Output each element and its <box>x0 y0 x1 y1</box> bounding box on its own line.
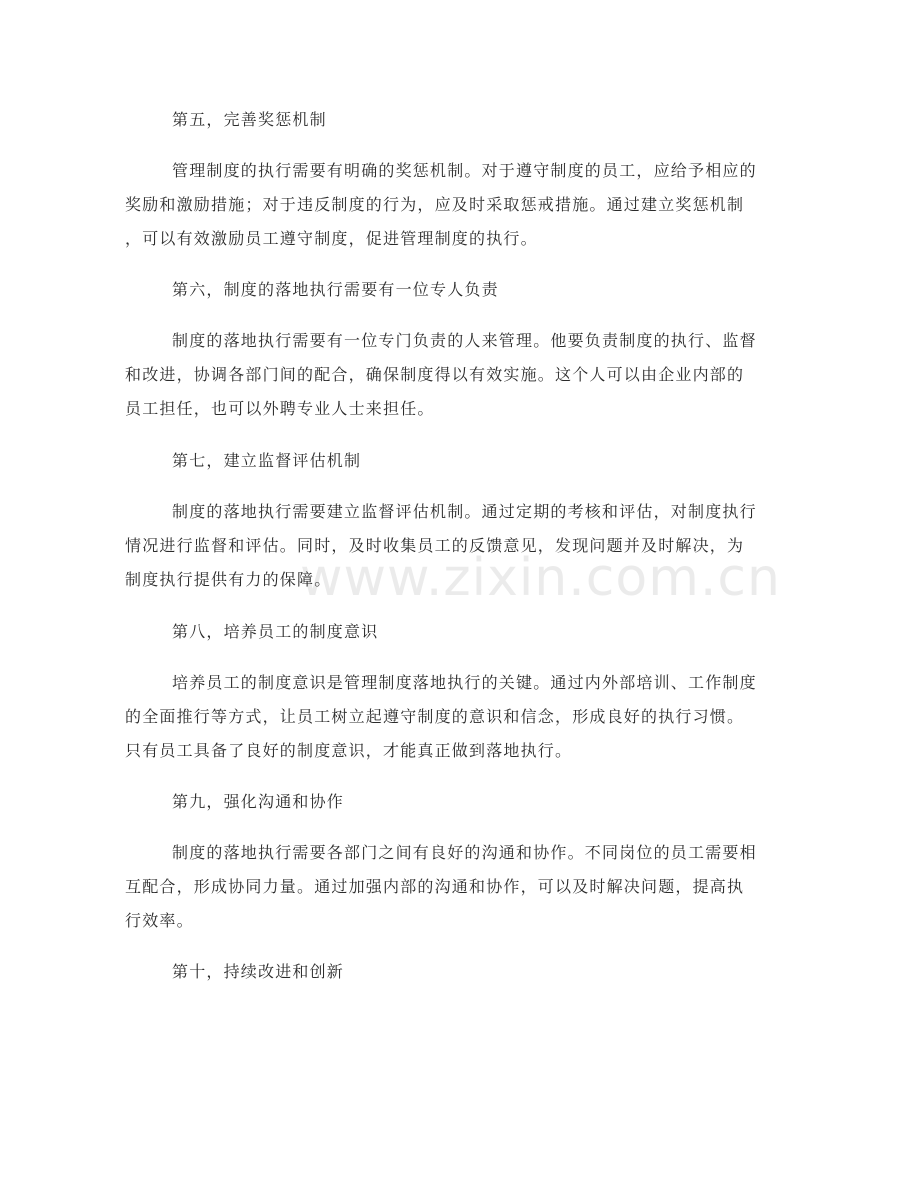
section-paragraph-6 <box>125 331 797 433</box>
paragraph-line: ，可以有效激励员工遵守制度，促进管理制度的执行。 <box>125 229 538 248</box>
watermark: www.zixin.com.cn <box>300 548 781 608</box>
paragraph-line: 的全面推行等方式，让员工树立起遵守制度的意识和信念，形成良好的执行习惯。 <box>125 707 745 726</box>
paragraph-line: 制度的落地执行需要各部门之间有良好的沟通和协作。不同岗位的员工需要相 <box>172 843 757 862</box>
section-heading-6: 第六，制度的落地执行需要有一位专人负责 <box>172 280 499 299</box>
section-heading-7: 第七，建立监督评估机制 <box>172 451 362 470</box>
paragraph-line: 培养员工的制度意识是管理制度落地执行的关键。通过内外部培训、工作制度 <box>172 673 757 692</box>
section-heading-10: 第十，持续改进和创新 <box>172 962 345 981</box>
paragraph-line: 制度执行提供有力的保障。 <box>125 570 332 589</box>
paragraph-line: 奖励和激励措施；对于违反制度的行为，应及时采取惩戒措施。通过建立奖惩机制 <box>125 195 745 214</box>
paragraph-line: 制度的落地执行需要建立监督评估机制。通过定期的考核和评估，对制度执行 <box>172 502 757 521</box>
paragraph-line: 互配合，形成协同力量。通过加强内部的沟通和协作，可以及时解决问题，提高执 <box>125 877 745 896</box>
paragraph-line: 只有员工具备了良好的制度意识，才能真正做到落地执行。 <box>125 741 573 760</box>
paragraph-line: 制度的落地执行需要有一位专门负责的人来管理。他要负责制度的执行、监督 <box>172 331 757 350</box>
section-heading-9: 第九，强化沟通和协作 <box>172 792 345 811</box>
section-paragraph-8 <box>125 673 797 775</box>
paragraph-line: 管理制度的执行需要有明确的奖惩机制。对于遵守制度的员工，应给予相应的 <box>172 161 757 180</box>
section-paragraph-7 <box>125 502 797 604</box>
paragraph-line: 员工担任，也可以外聘专业人士来担任。 <box>125 399 435 418</box>
paragraph-line: 行效率。 <box>125 911 194 930</box>
section-heading-8: 第八，培养员工的制度意识 <box>172 622 379 641</box>
section-paragraph-5 <box>125 161 797 263</box>
paragraph-line: 和改进，协调各部门间的配合，确保制度得以有效实施。这个人可以由企业内部的 <box>125 365 745 384</box>
paragraph-line: 情况进行监督和评估。同时，及时收集员工的反馈意见，发现问题并及时解决，为 <box>125 536 745 555</box>
section-heading-5: 第五，完善奖惩机制 <box>172 110 327 129</box>
section-paragraph-9 <box>125 843 797 945</box>
